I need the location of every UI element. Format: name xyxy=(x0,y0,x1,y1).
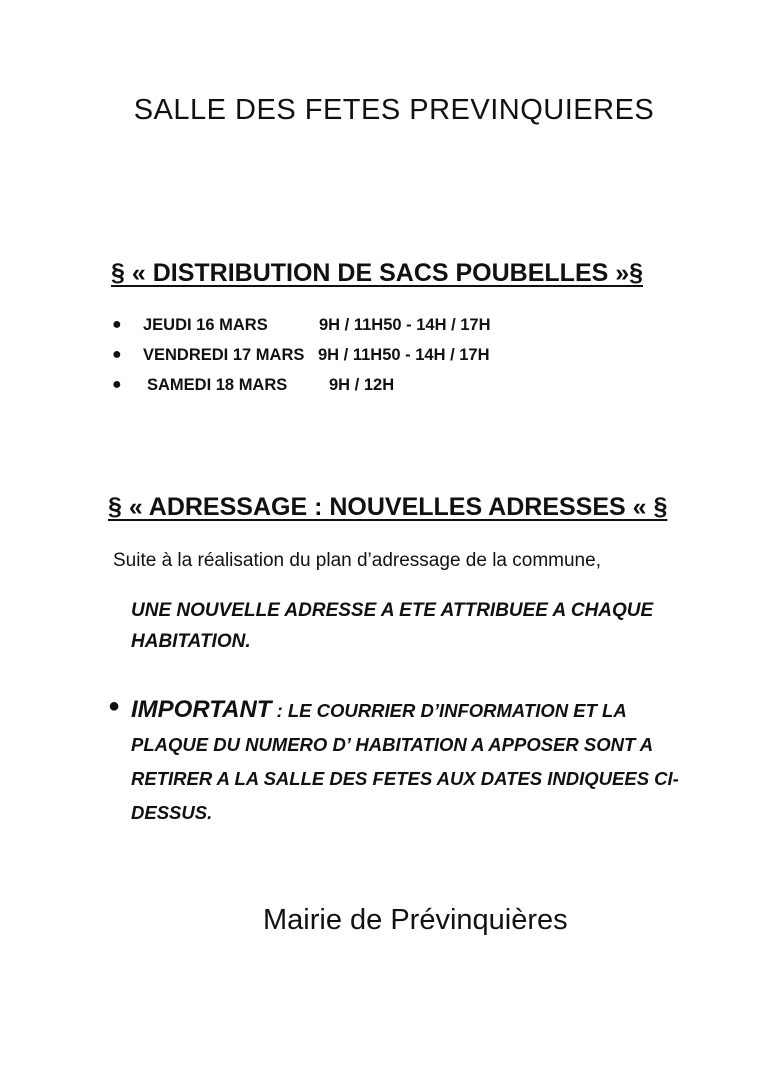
page-title: SALLE DES FETES PREVINQUIERES xyxy=(133,94,655,126)
important-note xyxy=(105,693,705,830)
addressing-notice: UNE NOUVELLE ADRESSE A ETE ATTRIBUEE A CHAQUE HABITATION. xyxy=(131,600,654,652)
bullet-icon: ● xyxy=(112,316,122,333)
schedule-day: JEUDI 16 MARS xyxy=(143,316,268,334)
addressing-intro: Suite à la réalisation du plan d’adressage de la commune, xyxy=(113,550,601,571)
important-text-block xyxy=(131,693,691,830)
schedule-day: SAMEDI 18 MARS xyxy=(147,376,288,394)
schedule-day: VENDREDI 17 MARS xyxy=(143,346,305,364)
schedule-hours: 9H / 12H xyxy=(329,376,395,394)
addressing-heading: § « ADRESSAGE : NOUVELLES ADRESSES « § xyxy=(108,493,668,521)
schedule-hours: 9H / 11H50 - 14H / 17H xyxy=(318,346,490,364)
schedule-hours: 9H / 11H50 - 14H / 17H xyxy=(319,316,491,334)
bullet-icon: ● xyxy=(108,695,121,717)
bullet-icon: ● xyxy=(112,346,122,363)
distribution-heading: § « DISTRIBUTION DE SACS POUBELLES »§ xyxy=(111,259,644,287)
important-label: IMPORTANT xyxy=(131,696,272,723)
bullet-icon: ● xyxy=(112,376,122,393)
signature: Mairie de Prévinquières xyxy=(263,904,568,936)
important-body: : LE COURRIER D’INFORMATION ET LA PLAQUE DU NUMERO D’ HABITATION A APPOSER SONT A RETIRER A LA SALLE DES FETES AUX DATES INDIQUEES CI-DESSUS. xyxy=(131,700,679,823)
